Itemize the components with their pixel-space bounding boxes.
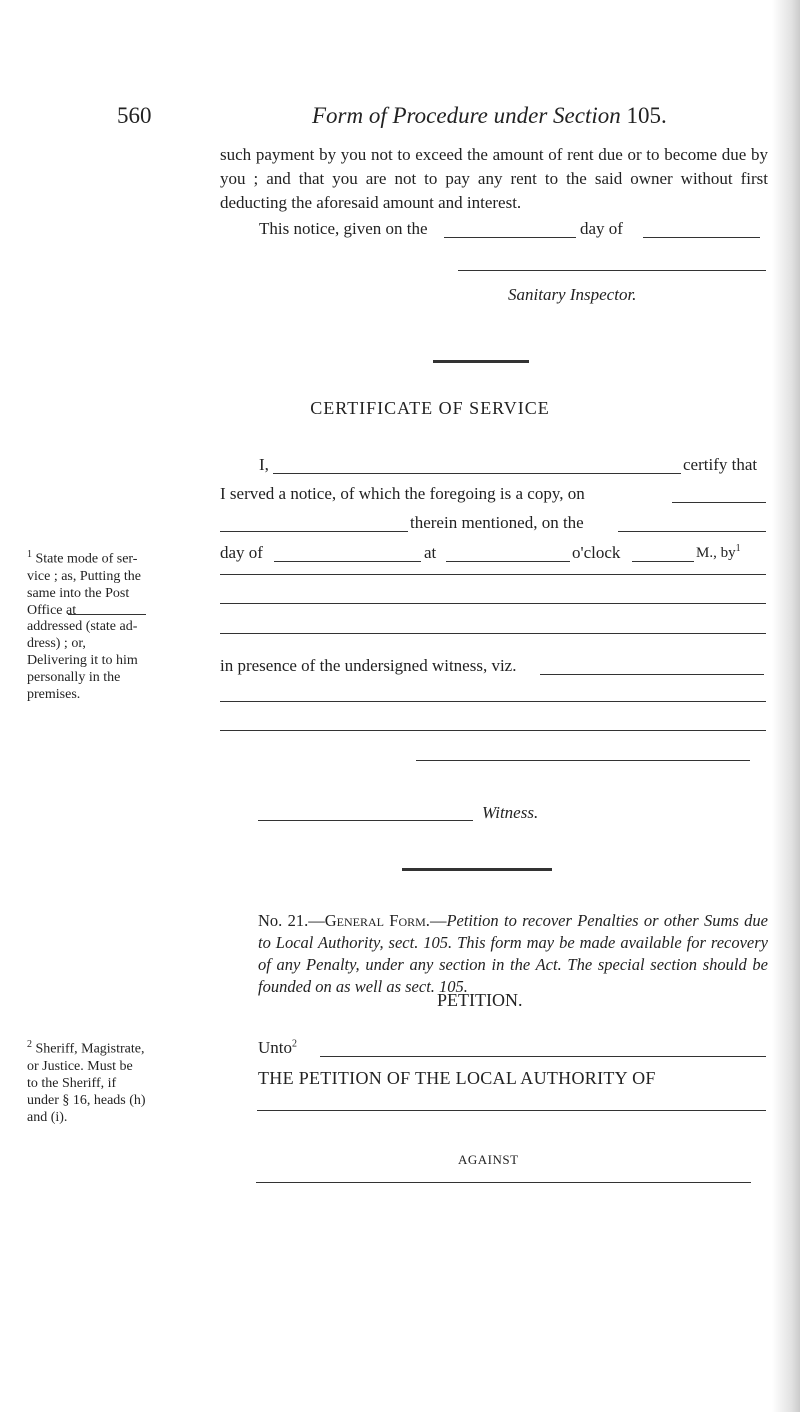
cert-hour-blank (632, 561, 694, 562)
cert-day-of-text: day of (220, 543, 263, 562)
defendant-blank (256, 1182, 751, 1183)
cert-therein-text: therein mentioned, on the (410, 513, 584, 532)
cert-mode-blank-2 (220, 603, 766, 604)
cert-footnote-ref-1: 1 (735, 543, 741, 554)
page-edge-shadow (772, 0, 800, 1412)
cert-presence-text: in presence of the undersigned witness, viz. (220, 656, 517, 675)
margin-note-2-mark: 2 (27, 1039, 32, 1050)
cert-witness-blank-3 (416, 760, 750, 761)
cert-witness-blank-1 (220, 701, 766, 702)
section-divider (433, 360, 529, 363)
cert-at-text: at (424, 543, 437, 562)
intro-paragraph: such payment by you not to exceed the amount of rent due or to become due by you ; and that you are not to pay any rent to the said owner without first deducting the aforesaid amount and interest. (220, 145, 768, 212)
notice-day-blank (444, 237, 576, 238)
form-21-number: No. 21.— (258, 911, 325, 930)
cert-date-blank (618, 531, 766, 532)
cert-place-blank (220, 531, 408, 532)
petition-heading: PETITION. (437, 990, 523, 1010)
witness-label: Witness. (482, 803, 539, 822)
against-text: AGAINST (458, 1152, 519, 1167)
cert-served-on-blank (672, 502, 766, 503)
notice-month-blank (643, 237, 760, 238)
cert-m-by-text (696, 543, 741, 562)
cert-name-blank (273, 473, 681, 474)
cert-m-by-label: M., by (696, 545, 736, 561)
margin-note-1-text: State mode of ser- vice ; as, Putting the same into the Post Office at (27, 551, 141, 618)
form-21-general-form: General Form. (324, 911, 430, 930)
margin-note-1-blank (68, 614, 146, 615)
notice-given-text: This notice, given on the (259, 219, 428, 238)
running-title-text: Form of Procedure under Section (312, 103, 621, 128)
cert-oclock-text: o'clock (572, 543, 621, 562)
margin-note-2-text: Sheriff, Magistrate, or Justice. Must be to the Sheriff, if under § 16, heads (h) and (i). (27, 1041, 146, 1125)
unto-blank (320, 1056, 766, 1057)
running-title-section: 105. (626, 103, 667, 128)
notice-day-of-text: day of (580, 219, 623, 238)
cert-i-text: I, (259, 455, 269, 474)
form-divider (402, 868, 552, 871)
form-21-dash: — (429, 911, 447, 930)
cert-served-text: I served a notice, of which the foregoing is a copy, on (220, 484, 585, 503)
margin-note-1 (27, 546, 147, 619)
margin-note-1-mark: 1 (27, 549, 32, 560)
petition-of-text: THE PETITION OF THE LOCAL AUTHORITY OF (258, 1068, 656, 1088)
margin-note-2 (27, 1036, 147, 1126)
inspector-signature-line (458, 270, 766, 271)
page-number: 560 (117, 103, 152, 128)
form-21-heading (258, 910, 768, 998)
certificate-title: CERTIFICATE OF SERVICE (310, 398, 550, 418)
cert-month-blank (274, 561, 421, 562)
cert-time-blank (446, 561, 570, 562)
witness-signature-line (258, 820, 473, 821)
unto-footnote-ref: 2 (292, 1038, 297, 1050)
cert-certify-text: certify that (683, 455, 758, 474)
unto-label: Unto (258, 1038, 292, 1057)
cert-mode-blank-1 (220, 574, 766, 575)
form-21-description: Petition to recover Penalties or other Sums due to Local Authority, sect. 105. This form may be made available for recovery of any Penalty, under any section in the Act. The special section should be founded on as well as sect. 105. (258, 911, 768, 996)
cert-witness-blank-2 (220, 730, 766, 731)
cert-witness-name-blank (540, 674, 764, 675)
cert-mode-blank-3 (220, 633, 766, 634)
margin-note-1-continued: addressed (state ad- dress) ; or, Delivering it to him personally in the premises. (27, 619, 138, 702)
authority-blank (257, 1110, 766, 1111)
sanitary-inspector-label: Sanitary Inspector. (508, 285, 637, 304)
unto-text (258, 1038, 297, 1058)
running-title (312, 103, 667, 129)
